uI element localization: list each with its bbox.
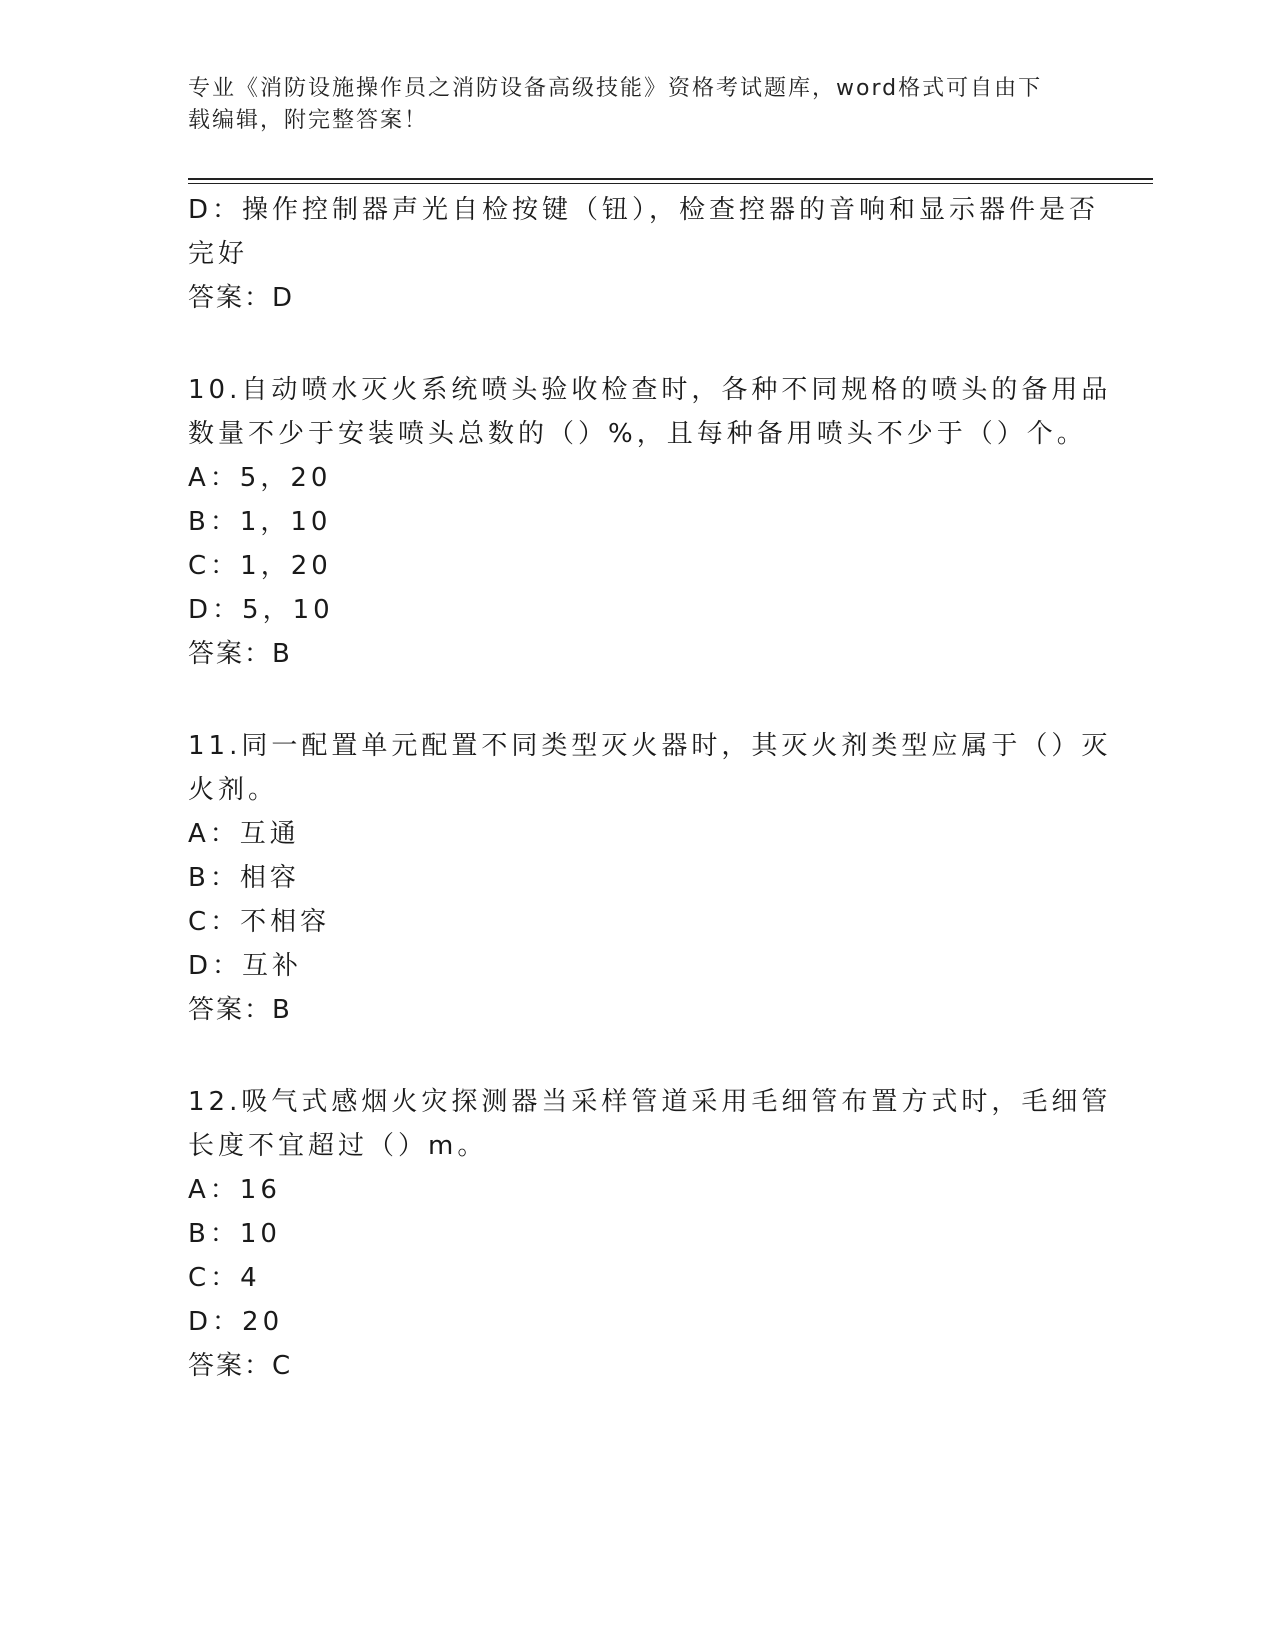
- q11-answer: 答案：B: [188, 995, 292, 1025]
- q11-option-c: C：不相容: [188, 907, 331, 937]
- q10-answer: 答案：B: [188, 639, 292, 669]
- document-header: [188, 73, 1068, 137]
- q12-option-b: B：10: [188, 1219, 281, 1249]
- q11-option-b: B：相容: [188, 863, 300, 893]
- q10-option-d: D：5，10: [188, 595, 334, 625]
- q12-option-c: C：4: [188, 1263, 261, 1293]
- prev-option-d-line-1: D：操作控制器声光自检按键（钮），检查控器的音响和显示器件是否: [188, 195, 1100, 225]
- q12-stem-line-1: 12.吸气式感烟火灾探测器当采样管道采用毛细管布置方式时，毛细管: [188, 1087, 1112, 1117]
- q10-option-a: A：5，20: [188, 463, 332, 493]
- prev-answer: 答案：D: [188, 283, 295, 313]
- q11-stem-line-1: 11.同一配置单元配置不同类型灭火器时，其灭火剂类型应属于（）灭: [188, 731, 1112, 761]
- header-divider-thick: [188, 178, 1153, 180]
- q11-option-d: D：互补: [188, 951, 303, 981]
- q12-option-d: D：20: [188, 1307, 284, 1337]
- q11-option-a: A：互通: [188, 819, 300, 849]
- q12-answer: 答案：C: [188, 1351, 293, 1381]
- header-line-1: 专业《消防设施操作员之消防设备高级技能》资格考试题库，word格式可自由下: [188, 76, 1043, 101]
- q12-stem-line-2: 长度不宜超过（）m。: [188, 1131, 488, 1161]
- q10-stem-line-2: 数量不少于安装喷头总数的（）%，且每种备用喷头不少于（）个。: [188, 419, 1087, 449]
- q10-option-b: B：1，10: [188, 507, 332, 537]
- q10-stem-line-1: 10.自动喷水灭火系统喷头验收检查时，各种不同规格的喷头的备用品: [188, 375, 1112, 405]
- q11-stem-line-2: 火剂。: [188, 775, 279, 805]
- header-divider-thin: [188, 183, 1153, 184]
- header-line-2: 载编辑，附完整答案！: [188, 108, 429, 133]
- prev-option-d-line-2: 完好: [188, 239, 249, 269]
- q10-option-c: C：1，20: [188, 551, 332, 581]
- q12-option-a: A：16: [188, 1175, 281, 1205]
